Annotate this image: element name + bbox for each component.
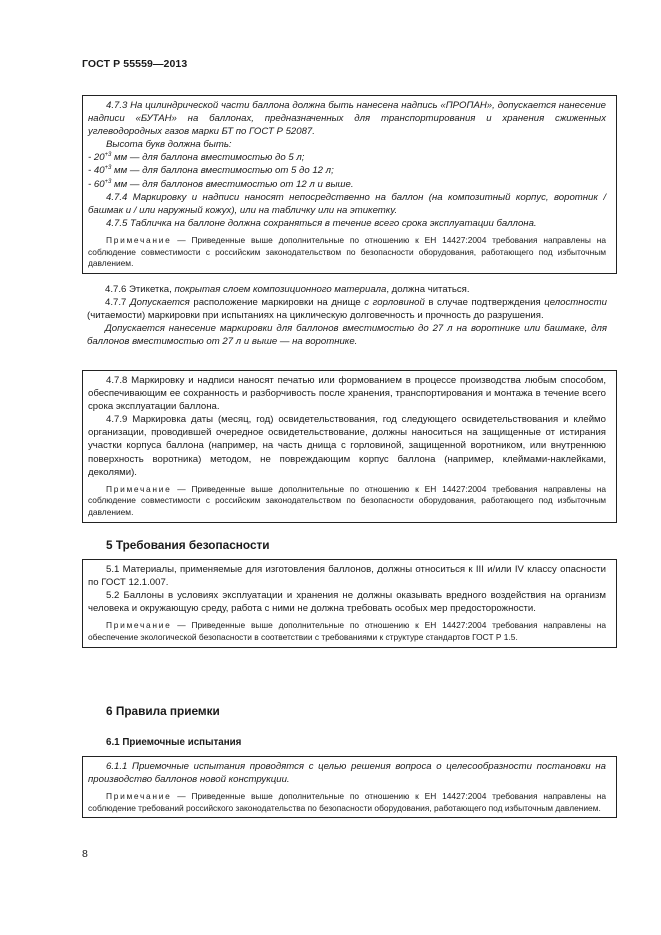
note: Примечание — Приведенные выше дополнительные по отношению к ЕН 14427:2004 требования направлены на соблюдение совместимости с российским законодательством по безопасности оборудования, работающего под избыточным давлением. [88, 483, 606, 517]
subsection-6-1-heading: 6.1 Приемочные испытания [106, 737, 242, 748]
clauses-4-7-6-4-7-7 [82, 283, 617, 348]
note: Примечание — Приведенные выше дополнительные по отношению к ЕН 14427:2004 требования направлены на соблюдение требований российского законодательства по безопасности оборудования, работающего под избыточным давлением. [88, 791, 606, 813]
section-6-heading: 6 Правила приемки [106, 704, 220, 718]
clause-4-7-3: 4.7.3 На цилиндрической части баллона должна быть нанесена надпись «ПРОПАН», допускается нанесение надписи «БУТАН» на баллонах, предназначенных для транспортирования и хранения сжиженных углеводородных газов марки БТ по ГОСТ Р 52087. [88, 100, 606, 138]
clause-6-1-1: 6.1.1 Приемочные испытания проводятся с целью решения вопроса о целесообразности постановки на производство баллонов новой конструкции. [88, 761, 606, 786]
clause-4-7-4: 4.7.4 Маркировку и надписи наносят непосредственно на баллон (на композитный корпус, воротник / башмак и / или наружный кожух), или на табличку или на этикетку. [88, 191, 606, 216]
list-item: - $20^{+3}$ мм — для баллона вместимостью до 5 л; [88, 152, 305, 164]
note: Примечание — Приведенные выше дополнительные по отношению к ЕН 14427:2004 требования направлены на обеспечение экологической безопасности в соответствии с требованиями к структуре стандартов ГОСТ Р 1.5. [88, 620, 606, 642]
section-5-heading: 5 Требования безопасности [106, 538, 270, 552]
clause-5-2: 5.2 Баллоны в условиях эксплуатации и хранения не должны оказывать вредного воздействия на организм человека и окружающую среду, работа с ними не должна требовать особых мер предосторожности. [88, 590, 606, 615]
supplement-box-4-7-3 [82, 95, 617, 274]
supplement-box-6-1-1 [82, 756, 617, 818]
supplement-box-5 [82, 559, 617, 648]
list-item: - $60^{+3}$ мм — для баллонов вместимостью от 12 л и выше. [88, 178, 354, 190]
list-item: - $40^{+3}$ мм — для баллона вместимостью от 5 до 12 л; [88, 165, 334, 177]
clause-4-7-8: 4.7.8 Маркировку и надписи наносят печатью или формованием в процессе производства любым способом, обеспечивающим ее сохранность и разборчивость после хранения, транспортирования и монтажа в течение всего срока эксплуатации баллона. [88, 375, 606, 413]
clause-4-7-7: 4.7.7 Допускается расположение маркировки на днище с горловиной в случае подтверждения целостности (читаемости) маркировки при испытаниях на циклическую долговечность и прочность до разрушения. [87, 297, 608, 322]
note: Примечание — Приведенные выше дополнительные по отношению к ЕН 14427:2004 требования направлены на соблюдение совместимости с российским законодательством по безопасности оборудования, работающего под избыточным давлением. [88, 234, 606, 269]
clause-4-7-7-addendum: Допускается нанесение маркировки для баллонов вместимостью до 27 л на воротнике или башмаке, для баллонов вместимостью от 27 л и выше — на воротнике. [87, 323, 607, 348]
clause-4-7-9: 4.7.9 Маркировка даты (месяц, год) освидетельствования, год следующего освидетельствования и клеймо организации, проводившей очередное освидетельствование, должны наноситься на защищенные от истирания участки корпуса баллона (например, на часть днища с горловиной, защищенной воротником, или внутреннюю поверхность воротника) методом, не повреждающим корпус баллона (например, клеймами-наклейками, деколями). [88, 414, 606, 478]
letter-height-intro: Высота букв должна быть: [106, 139, 232, 151]
clause-4-7-5: 4.7.5 Табличка на баллоне должна сохраняться в течение всего срока эксплуатации баллона. [106, 217, 537, 229]
document-header: ГОСТ Р 55559—2013 [82, 58, 188, 70]
supplement-box-4-7-8 [82, 370, 617, 523]
clause-4-7-6: 4.7.6 Этикетка, покрытая слоем композиционного материала, должна читаться. [105, 284, 470, 295]
clause-5-1: 5.1 Материалы, применяемые для изготовления баллонов, должны относиться к III и/или IV классу опасности по ГОСТ 12.1.007. [88, 564, 606, 589]
page-number: 8 [82, 848, 88, 860]
